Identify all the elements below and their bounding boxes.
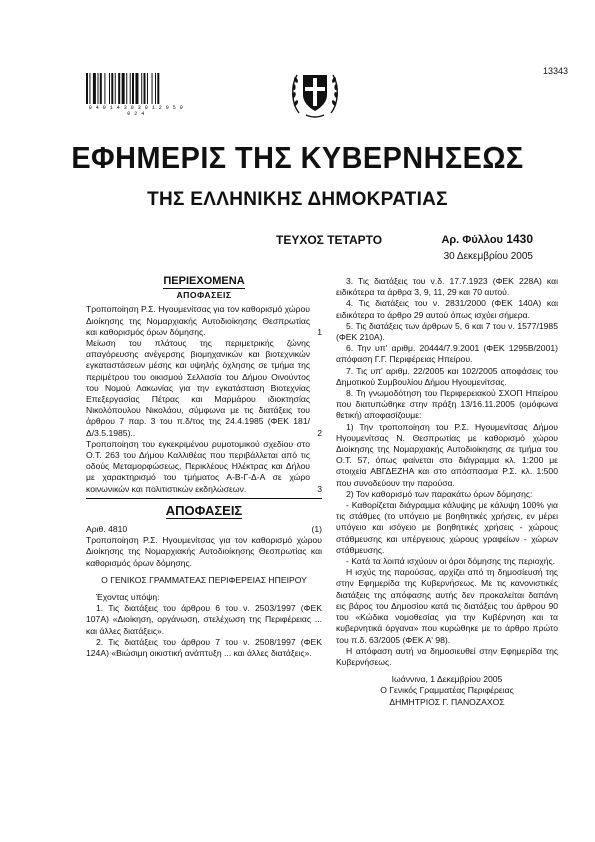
decision-paragraph: 6. Την υπ' αριθμ. 20444/7.9.2001 (ΦΕΚ 1295Β/2001) απόφαση Γ.Γ. Περιφέρειας Ηπείρου. (336, 343, 558, 365)
toc-item-text: Τροποποίηση του εγκεκριμένου ρυμοτομικού σχεδίου στο Ο.Τ. 263 του Δήμου Καλλιθέας που περιβάλλεται από τις οδούς Μεταμορφώσεως, Περικλέους Ηλέκτρας και Δήλου με χαρακτηρισμό του τμήματος Α-Β-Γ-Δ-Α σε χώρο κοινωνικών και πολιτιστικών εκδηλώσεων. (86, 438, 310, 494)
barcode-bar (104, 73, 105, 104)
barcode-bar (152, 73, 153, 104)
decision-paragraph: 2. Τις διατάξεις του άρθρου 7 του ν. 2508/1997 (ΦΕΚ 124Α) «Βιώσιμη οικιστική ανάπτυξη ... και άλλες διατάξεις». (86, 636, 322, 659)
toc-item[interactable] (86, 338, 322, 439)
decision-number: Αριθ. 4810 (86, 524, 128, 535)
barcode-bar (130, 73, 131, 104)
signature-name: ΔΗΜΗΤΡΙΟΣ Γ. ΠΑΝΟΖΑΧΟΣ (389, 696, 505, 707)
barcode-bar (98, 73, 99, 104)
left-column (86, 276, 322, 659)
toc-item-text: Μείωση του πλάτους της περιμετρικής ζώνης απαγόρευσης ανέγερσης βιομηχανικών και βιοτεχνικών εγκαταστάσεων μέσης και υψηλής όχλησης σε τμήμα της περιμέτρου του οικισμού Σελλασία του Δήμου Οινούντος του Νομού Λακωνίας για την εγκατάσταση Βιοτεχνίας Επεξεργασίας Πέτρας και Μαρμάρου ιδιοκτησίας Νικολόπουλου Νικολάου, σύμφωνα με τις διατάξεις του άρθρου 7 παρ. 3 του π.δ/τος της 24.4.1985 (ΦΕΚ 181/Δ/3.5.1985).. (86, 338, 310, 438)
gazette-title: ΕΦΗΜΕΡΙΣ ΤΗΣ ΚΥΒΕΡΝΗΣΕΩΣ (71, 140, 524, 175)
decision-paragraph: Η ισχύς της παρούσας, αρχίζει από τη δημοσίευσή της στην Εφημερίδα της Κυβερνήσεως. Με τις κανονιστικές διατάξεις της απόφασης αυτής δεν προκαλείται δαπάνη εις βάρος του Δημοσίου κατά τις διατάξεις του άρθρου 90 του «Κώδικα νομοθεσίας για την Κυβέρνηση και τα κυβερνητικά όργανα» που κυρώθηκε με το άρθρο πρώτο του π.δ. 63/2005 (ΦΕΚ Α' 98). (336, 567, 558, 645)
barcode-bar (141, 73, 142, 104)
having-in-mind: Έχοντας υπόψη: (96, 592, 160, 603)
decision-paragraph: - Κατά τα λοιπά ισχύουν οι όροι δόμησης της περιοχής. (346, 556, 556, 567)
barcode-bar (109, 73, 110, 104)
sheet-number-value: 1430 (506, 232, 533, 246)
toc-item[interactable] (86, 439, 322, 495)
barcode-bar (157, 73, 159, 104)
contents-heading: ΠΕΡΙΕΧΟΜΕΝΑ (163, 275, 245, 287)
barcode-bar (100, 73, 102, 104)
decision-paragraph: 4. Τις διατάξεις του ν. 2831/2000 (ΦΕΚ 140Α) και ειδικότερα το άρθρο 29 αυτού όπως ισχύει σήμερα. (336, 298, 558, 320)
toc-item[interactable] (86, 304, 322, 338)
decision-paragraph: 7. Τις υπ' αριθμ. 22/2005 και 102/2005 αποφάσεις του Δημοτικού Συμβουλίου Δήμου Ηγουμενίτσας. (336, 365, 558, 387)
decision-paragraph: Η απόφαση αυτή να δημοσιευθεί στην Εφημερίδα της Κυβερνήσεως. (336, 645, 558, 667)
barcode-bar (126, 73, 127, 104)
barcode-bar (132, 73, 134, 104)
gazette-subtitle: ΤΗΣ ΕΛΛΗΝΙΚΗΣ ΔΗΜΟΚΡΑΤΙΑΣ (147, 189, 448, 210)
decision-paragraph: 1. Τις διατάξεις του άρθρου 6 του ν. 2503/1997 (ΦΕΚ 107Α) «Διοίκηση, οργάνωση, στελέχωση της Περιφέρειας ... και άλλες διατάξεις». (86, 603, 322, 636)
barcode-bar (118, 73, 120, 104)
barcode-bar (111, 73, 113, 104)
decision-authority: Ο ΓΕΝΙΚΟΣ ΓΡΑΜΜΑΤΕΑΣ ΠΕΡΙΦΕΡΕΙΑΣ ΗΠΕΙΡΟΥ (101, 574, 307, 585)
sheet-number (441, 232, 533, 246)
barcode-number: 0 4 0 1 4 3 0 3 0 1 2 0 5 0 0 2 4 (88, 105, 184, 117)
barcode-bar (135, 73, 138, 104)
decision-index: (1) (311, 524, 322, 535)
decision-paragraph: 3. Τις διατάξεις του ν.δ. 17.7.1923 (ΦΕΚ 228Α) και ειδικότερα τα άρθρα 3, 9, 11, 29 και 70 αυτού. (336, 276, 558, 298)
decision-paragraph: 5. Τις διατάξεις των άρθρων 5, 6 και 7 του ν. 1577/1985 (ΦΕΚ 210Α). (336, 320, 558, 343)
toc-item-page: 2 (317, 427, 322, 438)
issue-label: ΤΕΥΧΟΣ ΤΕΤΑΡΤΟ (276, 233, 383, 247)
decision-paragraph: 2) Τον καθορισμό των παρακάτω όρων δόμησης: (346, 488, 533, 499)
toc-item-text: Τροποποίηση Ρ.Σ. Ηγουμενίτσας για τον καθορισμό χώρου Διοίκησης της Νομαρχιακής Αυτοδιοίκησης Θεσπρωτίας και καθορισμός όρων δόμησης. (86, 304, 310, 337)
toc-item-page: 3 (317, 483, 322, 494)
divider (86, 498, 322, 499)
barcode-bar (86, 73, 88, 104)
barcode-bar (122, 73, 125, 104)
barcode (86, 73, 186, 117)
barcode-graphic (86, 73, 186, 104)
decision-paragraph: 8. Τη γνωμοδότηση του Περιφερειακού ΣΧΟΠ Ηπείρου που διατυπώθηκε στην πράξη 13/16.11.2005 (ομόφωνα θετική) αποφασίζουμε: (336, 388, 558, 421)
signature-role: Ο Γενικός Γραμματέας Περιφέρειας (380, 685, 514, 696)
decisions-heading: ΑΠΟΦΑΣΕΙΣ (165, 502, 243, 518)
page-number: 13343 (542, 66, 568, 76)
barcode-bar (115, 73, 116, 104)
issue-date: 30 Δεκεμβρίου 2005 (443, 251, 533, 262)
greek-coat-of-arms-emblem (289, 63, 341, 121)
contents-subheading: ΑΠΟΦΑΣΕΙΣ (176, 290, 232, 301)
right-column (336, 276, 558, 708)
decision-title: Τροποποίηση Ρ.Σ. Ηγουμενίτσας για τον καθορισμό χώρου Διοίκησης της Νομαρχιακής Αυτοδιοίκησης Θεσπρωτίας και καθορισμός όρων δόμησης. (86, 535, 322, 568)
barcode-bar (147, 73, 148, 104)
signature-place-date: Ιωάννινα, 1 Δεκεμβρίου 2005 (391, 674, 503, 685)
barcode-bar (144, 73, 146, 104)
decision-number-row (86, 524, 322, 535)
decision-paragraph: 1) Την τροποποίηση του Ρ.Σ. Ηγουμενίτσας Δήμου Ηγουμενίτσας Ν. Θεσπρωτίας με καθορισμό χώρου Διοίκησης της Νομαρχιακής Αυτοδιοίκησης σε τμήμα του Ο.Τ. 57, όπως φαίνεται στο διάγραμμα κλ. 1:200 με στοιχεία ΑΒΓΔΕΖΗΑ και στο απόσπασμα Ρ.Σ. κλ. 1:500 που συνοδεύουν την παρούσα. (336, 421, 558, 488)
barcode-bar (93, 73, 96, 104)
toc-item-page: 1 (317, 326, 322, 337)
decision-paragraph: - Καθορίζεται διάγραμμα κάλυψης με κάλυψη 100% για τις στάθμες (το υπόγειο με βοηθητικές χρήσεις, εν μέρει υπόγειο και ισόγειο με βοηθητικές χρήσεις - χώρους στάθμευσης και υπέργειους χώρους γραφείων - χώρων στάθμευσης. (336, 500, 558, 555)
sheet-number-label: Αρ. Φύλλου (441, 234, 503, 246)
barcode-bar (89, 73, 90, 104)
barcode-bar (155, 73, 156, 104)
